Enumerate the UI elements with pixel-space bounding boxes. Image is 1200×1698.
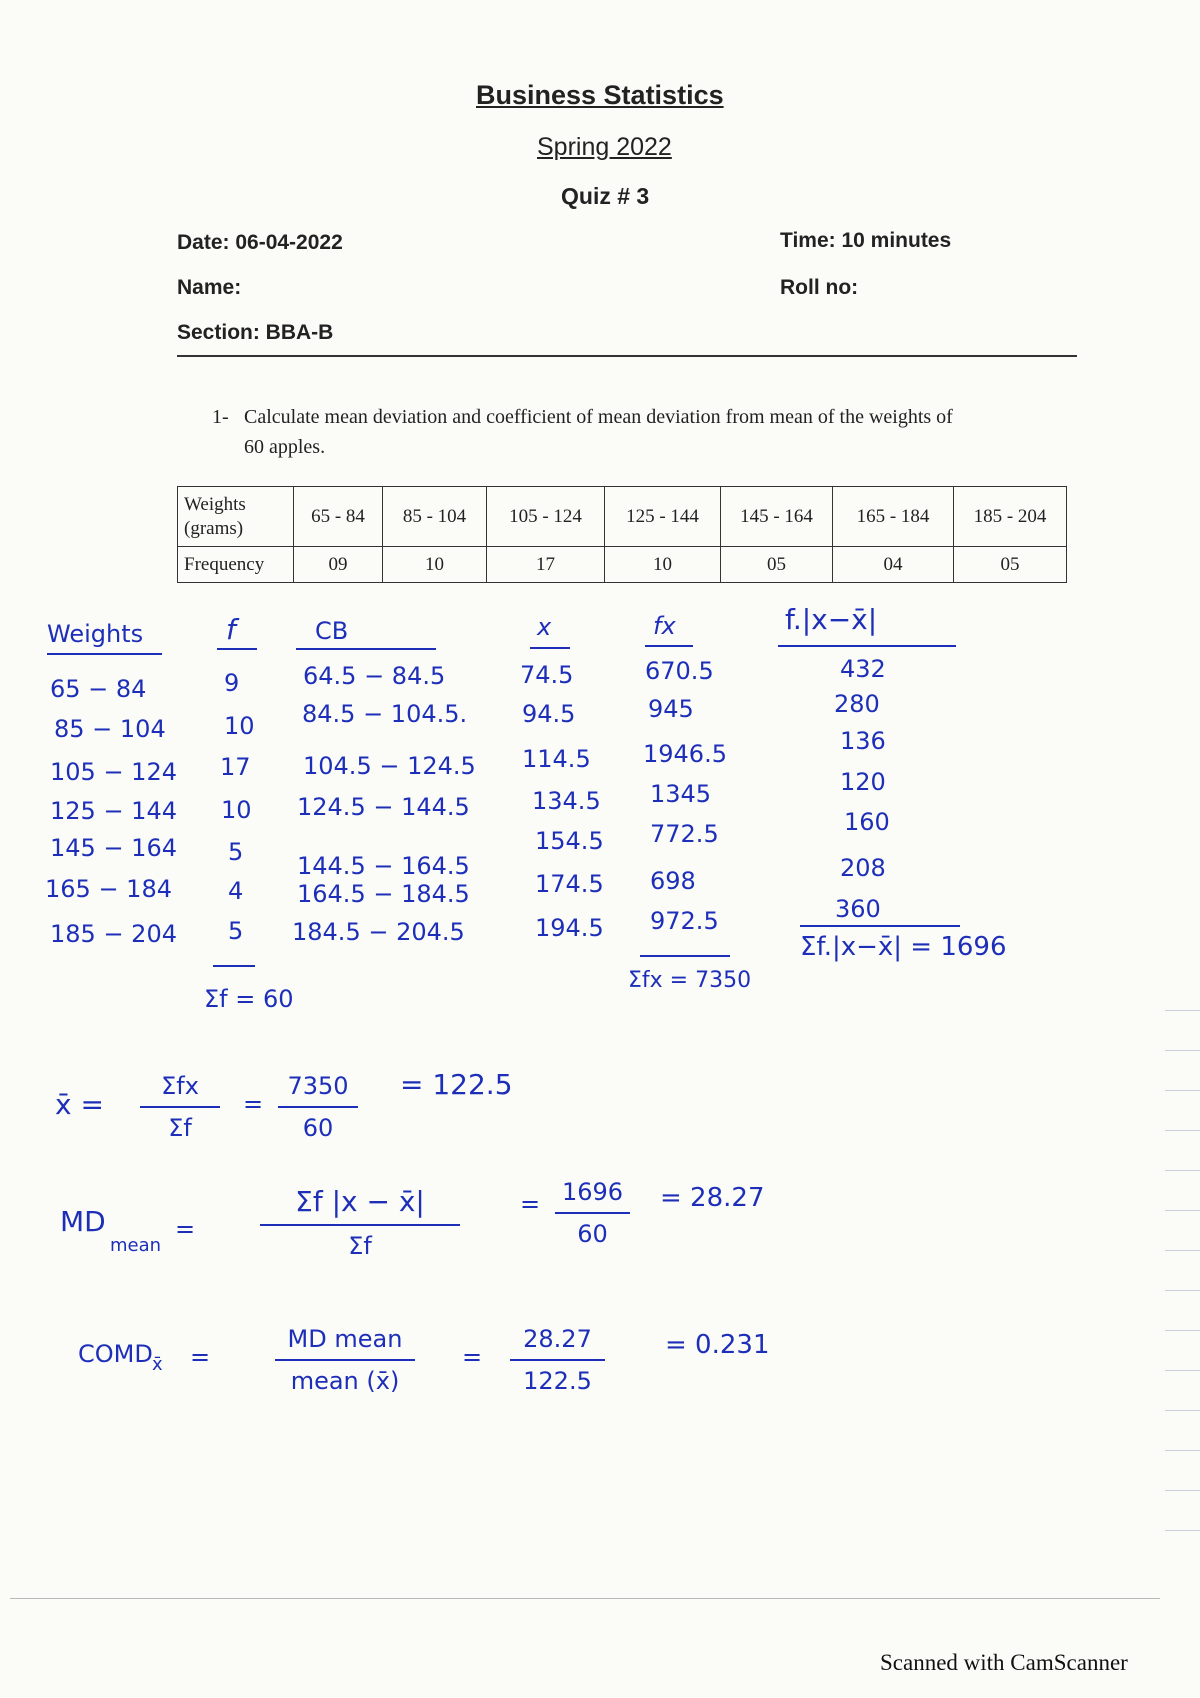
question-text-line2: 60 apples. [244,436,326,458]
hw-mean-fraction2 [278,1072,358,1142]
hw-x-cell: 74.5 [520,661,574,689]
date-label: Date: 06-04-2022 [177,231,343,254]
hw-x-cell: 154.5 [535,827,604,855]
hw-comd-num2: 28.27 [510,1325,605,1361]
hw-header-f: f [226,613,236,646]
hw-comd-fraction [275,1325,415,1395]
hw-comd-lhs: COMD [78,1340,153,1368]
hw-sum-f: Σf = 60 [204,985,294,1013]
table-cell: 10 [605,547,721,583]
hw-fdev-cell: 360 [835,895,881,923]
hw-md-sub: mean [110,1235,162,1256]
hw-underline [778,645,956,647]
hw-weights-cell: 105 − 124 [50,758,177,786]
hw-mean-eq: = [243,1090,264,1118]
table-cell: 185 - 204 [954,487,1067,547]
question-text-line1: Calculate mean deviation and coefficient of mean deviation from mean of the weights of [244,406,953,428]
table-cell: 05 [721,547,833,583]
hw-weights-cell: 185 − 204 [50,920,177,948]
hw-x-cell: 194.5 [535,914,604,942]
table-cell: 04 [833,547,954,583]
hw-f-cell: 9 [224,669,240,697]
hw-fx-cell: 698 [650,867,696,895]
hw-weights-cell: 85 − 104 [54,715,166,743]
table-row-label: Frequency [178,547,294,583]
hw-sum-line [640,955,730,957]
hw-x-cell: 174.5 [535,870,604,898]
table-cell: 09 [294,547,383,583]
notebook-margin-line [1165,1250,1200,1251]
hw-cb-cell: 184.5 − 204.5 [292,918,465,946]
hw-cb-cell: 164.5 − 184.5 [297,880,470,908]
hw-fx-cell: 1946.5 [643,740,727,768]
notebook-margin-line [1165,1330,1200,1331]
hw-f-cell: 17 [220,753,251,781]
hw-f-cell: 10 [224,712,255,740]
hw-header-fx: fx [653,612,676,640]
hw-comd-eq2: = [462,1343,483,1371]
hw-header-cb: CB [315,617,349,645]
scan-bottom-edge [10,1598,1160,1599]
hw-fx-cell: 670.5 [645,657,714,685]
hw-comd-den2: 122.5 [523,1367,592,1395]
hw-f-cell: 5 [228,917,244,945]
notebook-margin-line [1165,1090,1200,1091]
table-cell: 145 - 164 [721,487,833,547]
hw-md-num2: 1696 [555,1178,630,1214]
hw-fx-cell: 945 [648,695,694,723]
hw-mean-result: = 122.5 [400,1068,513,1101]
hw-fdev-cell: 208 [840,854,886,882]
hw-comd-result: = 0.231 [665,1330,770,1360]
hw-mean-num2: 7350 [278,1072,358,1108]
table-row [178,487,1067,547]
table-row [178,547,1067,583]
hw-md-den: Σf [348,1232,372,1260]
hw-fdev-cell: 136 [840,727,886,755]
hw-underline [296,648,436,650]
hw-comd-den: mean (x̄) [290,1367,400,1395]
notebook-margin-line [1165,1130,1200,1131]
hw-underline [530,647,570,649]
hw-md-fraction [260,1185,460,1260]
hw-f-cell: 5 [228,838,244,866]
notebook-margin-line [1165,1010,1200,1011]
hw-comd-eq: = [190,1343,211,1371]
hw-f-cell: 10 [221,796,252,824]
camscanner-watermark: Scanned with CamScanner [880,1650,1128,1675]
hw-header-weights: Weights [47,620,144,648]
course-title: Business Statistics [476,80,724,110]
question-number: 1- [212,406,229,428]
notebook-margin-line [1165,1210,1200,1211]
roll-label: Roll no: [780,276,859,299]
table-cell: 65 - 84 [294,487,383,547]
weights-label: Weights [184,493,246,515]
table-row-label [178,487,294,547]
name-label: Name: [177,276,242,299]
hw-comd-sub: x̄ [152,1354,163,1375]
table-cell: 85 - 104 [383,487,487,547]
notebook-margin-line [1165,1490,1200,1491]
hw-cb-cell: 84.5 − 104.5. [302,700,468,728]
hw-md-lhs: MD [60,1205,106,1238]
quiz-title: Quiz # 3 [561,183,650,209]
notebook-margin-line [1165,1370,1200,1371]
hw-x-cell: 114.5 [522,745,591,773]
hw-fx-cell: 1345 [650,780,712,808]
hw-fx-cell: 772.5 [650,820,719,848]
hw-underline [645,645,693,647]
term-title: Spring 2022 [537,133,672,161]
hw-f-cell: 4 [228,877,244,905]
notebook-margin-line [1165,1290,1200,1291]
table-cell: 105 - 124 [487,487,605,547]
hw-weights-cell: 65 − 84 [50,675,147,703]
hw-underline [217,648,257,650]
hw-x-cell: 134.5 [532,787,601,815]
notebook-margin-line [1165,1450,1200,1451]
hw-x-cell: 94.5 [522,700,576,728]
section-label: Section: BBA-B [177,321,334,344]
hw-comd-num: MD mean [275,1325,415,1361]
hw-sum-line [213,965,255,967]
notebook-margin-line [1165,1050,1200,1051]
table-cell: 05 [954,547,1067,583]
header-divider [177,355,1077,357]
hw-sum-line [800,925,960,927]
hw-sum-fx: Σfx = 7350 [628,968,752,993]
hw-underline [47,653,162,655]
hw-mean-den2: 60 [302,1114,334,1142]
hw-mean-fraction [140,1072,220,1142]
hw-comd-fraction2 [510,1325,605,1395]
hw-weights-cell: 125 − 144 [50,797,177,825]
table-cell: 165 - 184 [833,487,954,547]
hw-cb-cell: 104.5 − 124.5 [303,752,476,780]
hw-fdev-cell: 160 [844,808,890,836]
hw-mean-den: Σf [168,1114,192,1142]
time-label: Time: 10 minutes [780,229,952,252]
hw-md-eq2: = [520,1190,541,1218]
table-cell: 125 - 144 [605,487,721,547]
hw-cb-cell: 64.5 − 84.5 [303,662,446,690]
hw-header-x: x [537,613,552,641]
hw-fdev-cell: 432 [840,655,886,683]
table-cell: 10 [383,547,487,583]
hw-fdev-cell: 120 [840,768,886,796]
hw-cb-cell: 144.5 − 164.5 [297,852,470,880]
notebook-margin-line [1165,1410,1200,1411]
notebook-margin-line [1165,1530,1200,1531]
hw-md-result: = 28.27 [660,1183,765,1213]
table-cell: 17 [487,547,605,583]
hw-weights-cell: 145 − 164 [50,834,177,862]
grams-label: (grams) [184,517,244,539]
hw-mean-lhs: x̄ = [55,1088,104,1121]
hw-md-num: Σf |x − x̄| [260,1185,460,1226]
hw-md-den2: 60 [577,1220,608,1248]
hw-sum-fdev: Σf.|x−x̄| = 1696 [800,932,1007,962]
hw-cb-cell: 124.5 − 144.5 [297,793,470,821]
hw-fdev-cell: 280 [834,690,880,718]
hw-weights-cell: 165 − 184 [45,875,172,903]
hw-mean-num: Σfx [140,1072,220,1108]
notebook-margin-line [1165,1170,1200,1171]
hw-fx-cell: 972.5 [650,907,719,935]
hw-header-fdev: f.|x−x̄| [785,603,878,636]
hw-md-fraction2 [555,1178,630,1248]
hw-md-eq: = [175,1215,196,1243]
weights-frequency-table [177,486,1067,583]
